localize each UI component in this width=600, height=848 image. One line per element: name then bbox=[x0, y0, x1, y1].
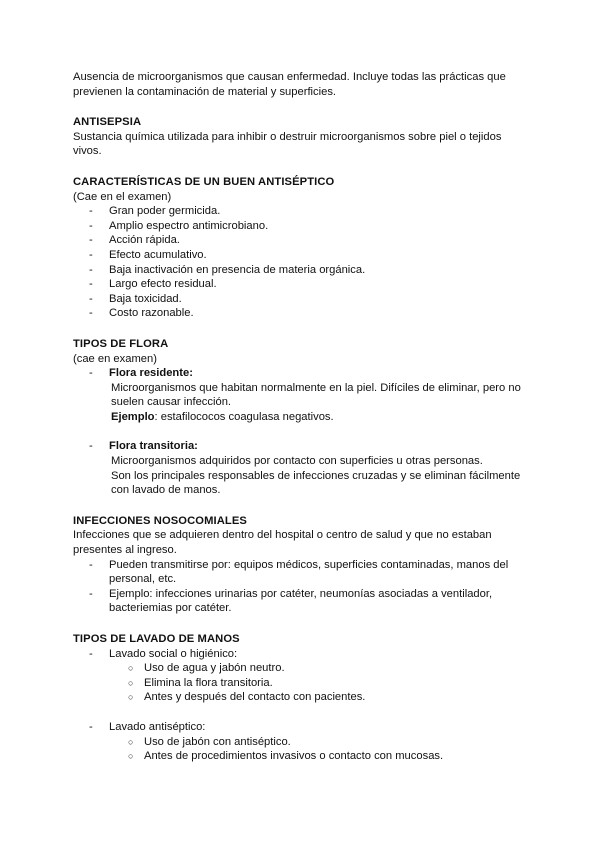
list-item: - Baja inactivación en presencia de materia orgánica. bbox=[73, 263, 533, 278]
flora-list bbox=[73, 366, 533, 498]
lavado-antiseptico-sublist bbox=[73, 735, 533, 764]
list-item: - Pueden transmitirse por: equipos médicos, superficies contaminadas, manos del personal, etc. bbox=[73, 558, 533, 587]
caracteristicas-heading: CARACTERÍSTICAS DE UN BUEN ANTISÉPTICO bbox=[73, 175, 335, 188]
flora-heading: TIPOS DE FLORA bbox=[73, 337, 169, 350]
lavado-heading: TIPOS DE LAVADO DE MANOS bbox=[73, 633, 240, 645]
list-item: - Acción rápida. bbox=[73, 233, 533, 248]
flora-transitoria-label: Flora transitoria: bbox=[109, 440, 198, 453]
list-item: - Baja toxicidad. bbox=[73, 292, 533, 307]
flora-transitoria-text2: Son los principales responsables de infecciones cruzadas y se eliminan fácilmente con lavado de manos. bbox=[111, 469, 521, 497]
example-label: Ejemplo bbox=[111, 410, 155, 423]
caracteristicas-note: (Cae en el examen) bbox=[73, 190, 172, 203]
list-item: - Amplio espectro antimicrobiano. bbox=[73, 219, 533, 234]
antisepsia-heading: ANTISEPSIA bbox=[73, 116, 142, 129]
lavado-social-item bbox=[73, 647, 533, 662]
flora-note: (cae en examen) bbox=[73, 352, 157, 365]
list-item: ○ Elimina la flora transitoria. bbox=[73, 676, 533, 691]
flora-residente-label: Flora residente: bbox=[109, 367, 193, 380]
nosocomiales-definition: Infecciones que se adquieren dentro del hospital o centro de salud y que no estaban presentes al ingreso. bbox=[73, 529, 492, 557]
lavado-antiseptico-item bbox=[73, 720, 533, 735]
lavado-social-sublist bbox=[73, 661, 533, 705]
list-item: - Efecto acumulativo. bbox=[73, 248, 533, 263]
list-item: ○ Uso de agua y jabón neutro. bbox=[73, 661, 533, 676]
caracteristicas-list bbox=[73, 204, 533, 321]
flora-transitoria-text: Microorganismos adquiridos por contacto con superficies u otras personas. bbox=[111, 455, 483, 468]
lavado-social-label: Lavado social o higiénico: bbox=[109, 647, 238, 660]
flora-transitoria-item bbox=[73, 439, 533, 497]
list-item: - Ejemplo: infecciones urinarias por catéter, neumonías asociadas a ventilador, bacteriemias por catéter. bbox=[73, 587, 533, 616]
list-item: - Costo razonable. bbox=[73, 306, 533, 321]
intro-paragraph: Ausencia de microorganismos que causan enfermedad. Incluye todas las prácticas que previenen la contaminación de material y superficies. bbox=[73, 71, 506, 98]
flora-residente-example bbox=[109, 410, 533, 425]
example-text: : estafilococos coagulasa negativos. bbox=[154, 410, 334, 423]
lavado-antiseptico-label: Lavado antiséptico: bbox=[109, 720, 206, 733]
lavado-list bbox=[73, 647, 533, 662]
flora-residente-item bbox=[73, 366, 533, 439]
document-page bbox=[73, 70, 533, 764]
antisepsia-definition: Sustancia química utilizada para inhibir o destruir microorganismos sobre piel o tejidos vivos. bbox=[73, 130, 502, 158]
list-item: - Largo efecto residual. bbox=[73, 277, 533, 292]
lavado-list-2 bbox=[73, 720, 533, 735]
list-item: - Gran poder germicida. bbox=[73, 204, 533, 219]
flora-residente-text: Microorganismos que habitan normalmente en la piel. Difíciles de eliminar, pero no suelen causar infección. bbox=[111, 381, 521, 409]
list-item: ○ Antes de procedimientos invasivos o contacto con mucosas. bbox=[73, 749, 533, 764]
nosocomiales-heading: INFECCIONES NOSOCOMIALES bbox=[73, 514, 247, 527]
nosocomiales-list bbox=[73, 558, 533, 616]
list-item: ○ Uso de jabón con antiséptico. bbox=[73, 735, 533, 750]
list-item: ○ Antes y después del contacto con pacientes. bbox=[73, 690, 533, 705]
